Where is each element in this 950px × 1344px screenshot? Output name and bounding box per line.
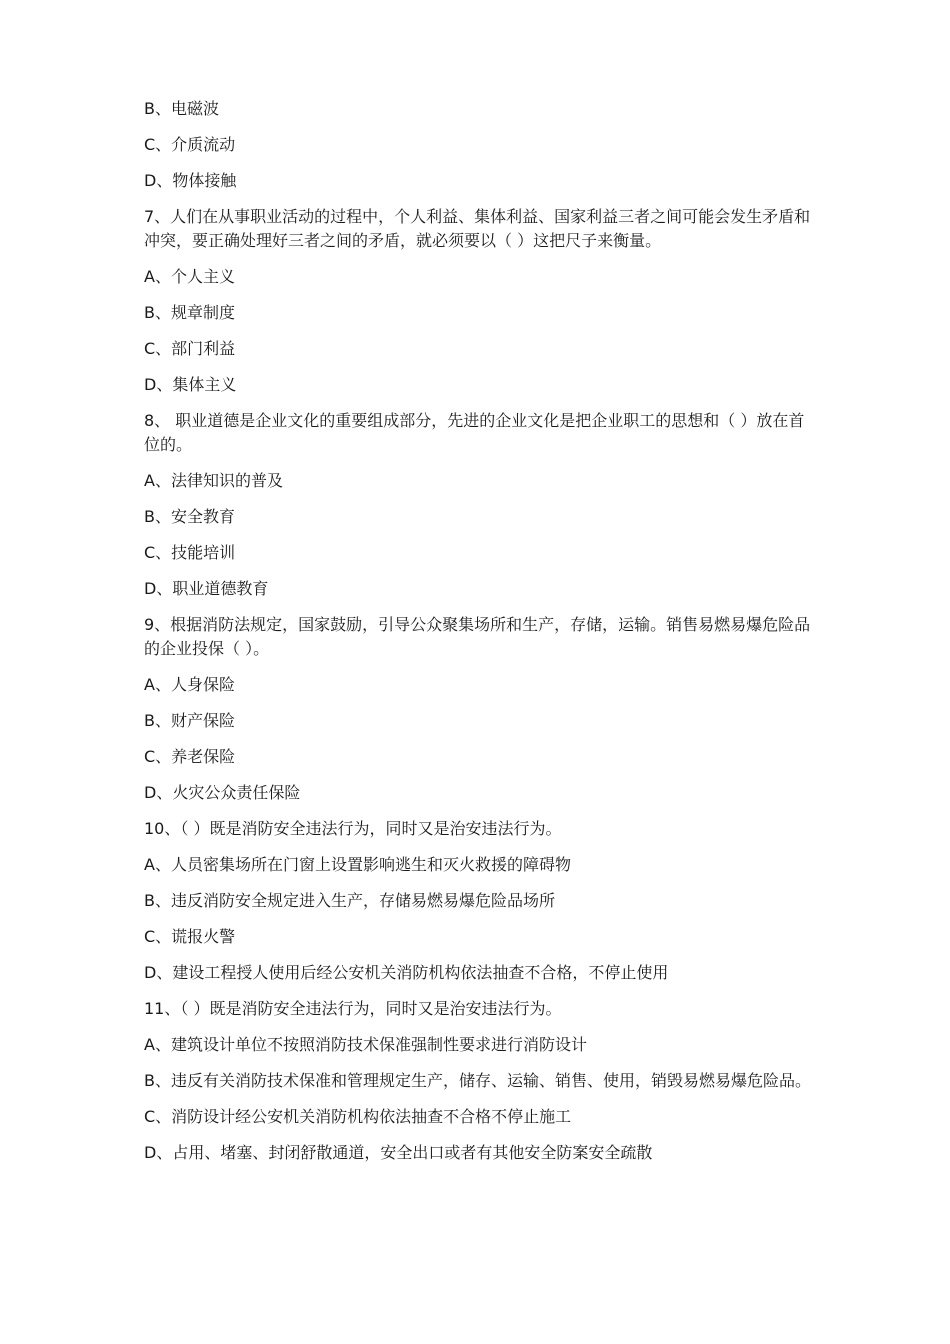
option-c: C、部门利益 — [144, 339, 236, 358]
question-10 — [144, 817, 814, 985]
option-a: A、个人主义 — [144, 267, 235, 286]
option-d: D、职业道德教育 — [144, 579, 269, 598]
option-c: C、消防设计经公安机关消防机构依法抽查不合格不停止施工 — [144, 1107, 572, 1126]
option-c: C、介质流动 — [144, 135, 236, 154]
question-8 — [144, 409, 814, 601]
option-c: C、养老保险 — [144, 747, 236, 766]
option-b: B、违反消防安全规定进入生产，存储易燃易爆危险品场所 — [144, 891, 555, 910]
option-a: A、建筑设计单位不按照消防技术保准强制性要求进行消防设计 — [144, 1035, 587, 1054]
option-d: D、火灾公众责任保险 — [144, 783, 301, 802]
question-6-tail — [144, 97, 814, 193]
question-9 — [144, 613, 814, 805]
question-7 — [144, 205, 814, 397]
option-b: B、电磁波 — [144, 99, 219, 118]
option-b: B、财产保险 — [144, 711, 235, 730]
option-b: B、安全教育 — [144, 507, 235, 526]
option-b: B、违反有关消防技术保准和管理规定生产，储存、运输、销售、使用，销毁易燃易爆危险品。 — [144, 1071, 811, 1090]
option-b: B、规章制度 — [144, 303, 235, 322]
option-d: D、建设工程授人使用后经公安机关消防机构依法抽查不合格，不停止使用 — [144, 963, 669, 982]
question-list — [144, 97, 814, 1177]
option-d: D、占用、堵塞、封闭舒散通道，安全出口或者有其他安全防案安全疏散 — [144, 1143, 653, 1162]
question-stem: 9、根据消防法规定，国家鼓励，引导公众聚集场所和生产，存储，运输。销售易燃易爆危险品的企业投保（ ）。 — [144, 615, 811, 658]
option-a: A、人员密集场所在门窗上设置影响逃生和灭火救援的障碍物 — [144, 855, 571, 874]
option-a: A、法律知识的普及 — [144, 471, 283, 490]
option-c: C、技能培训 — [144, 543, 236, 562]
question-stem: 11、（ ）既是消防安全违法行为，同时又是治安违法行为。 — [144, 999, 562, 1018]
option-d: D、集体主义 — [144, 375, 237, 394]
question-stem: 10、（ ）既是消防安全违法行为，同时又是治安违法行为。 — [144, 819, 562, 838]
option-d: D、物体接触 — [144, 171, 237, 190]
question-11 — [144, 997, 814, 1165]
option-a: A、人身保险 — [144, 675, 235, 694]
question-stem: 8、 职业道德是企业文化的重要组成部分，先进的企业文化是把企业职工的思想和（ ）放在首位的。 — [144, 411, 805, 454]
option-c: C、谎报火警 — [144, 927, 236, 946]
question-stem: 7、人们在从事职业活动的过程中，个人利益、集体利益、国家利益三者之间可能会发生矛盾和冲突，要正确处理好三者之间的矛盾，就必须要以（ ）这把尺子来衡量。 — [144, 207, 811, 250]
